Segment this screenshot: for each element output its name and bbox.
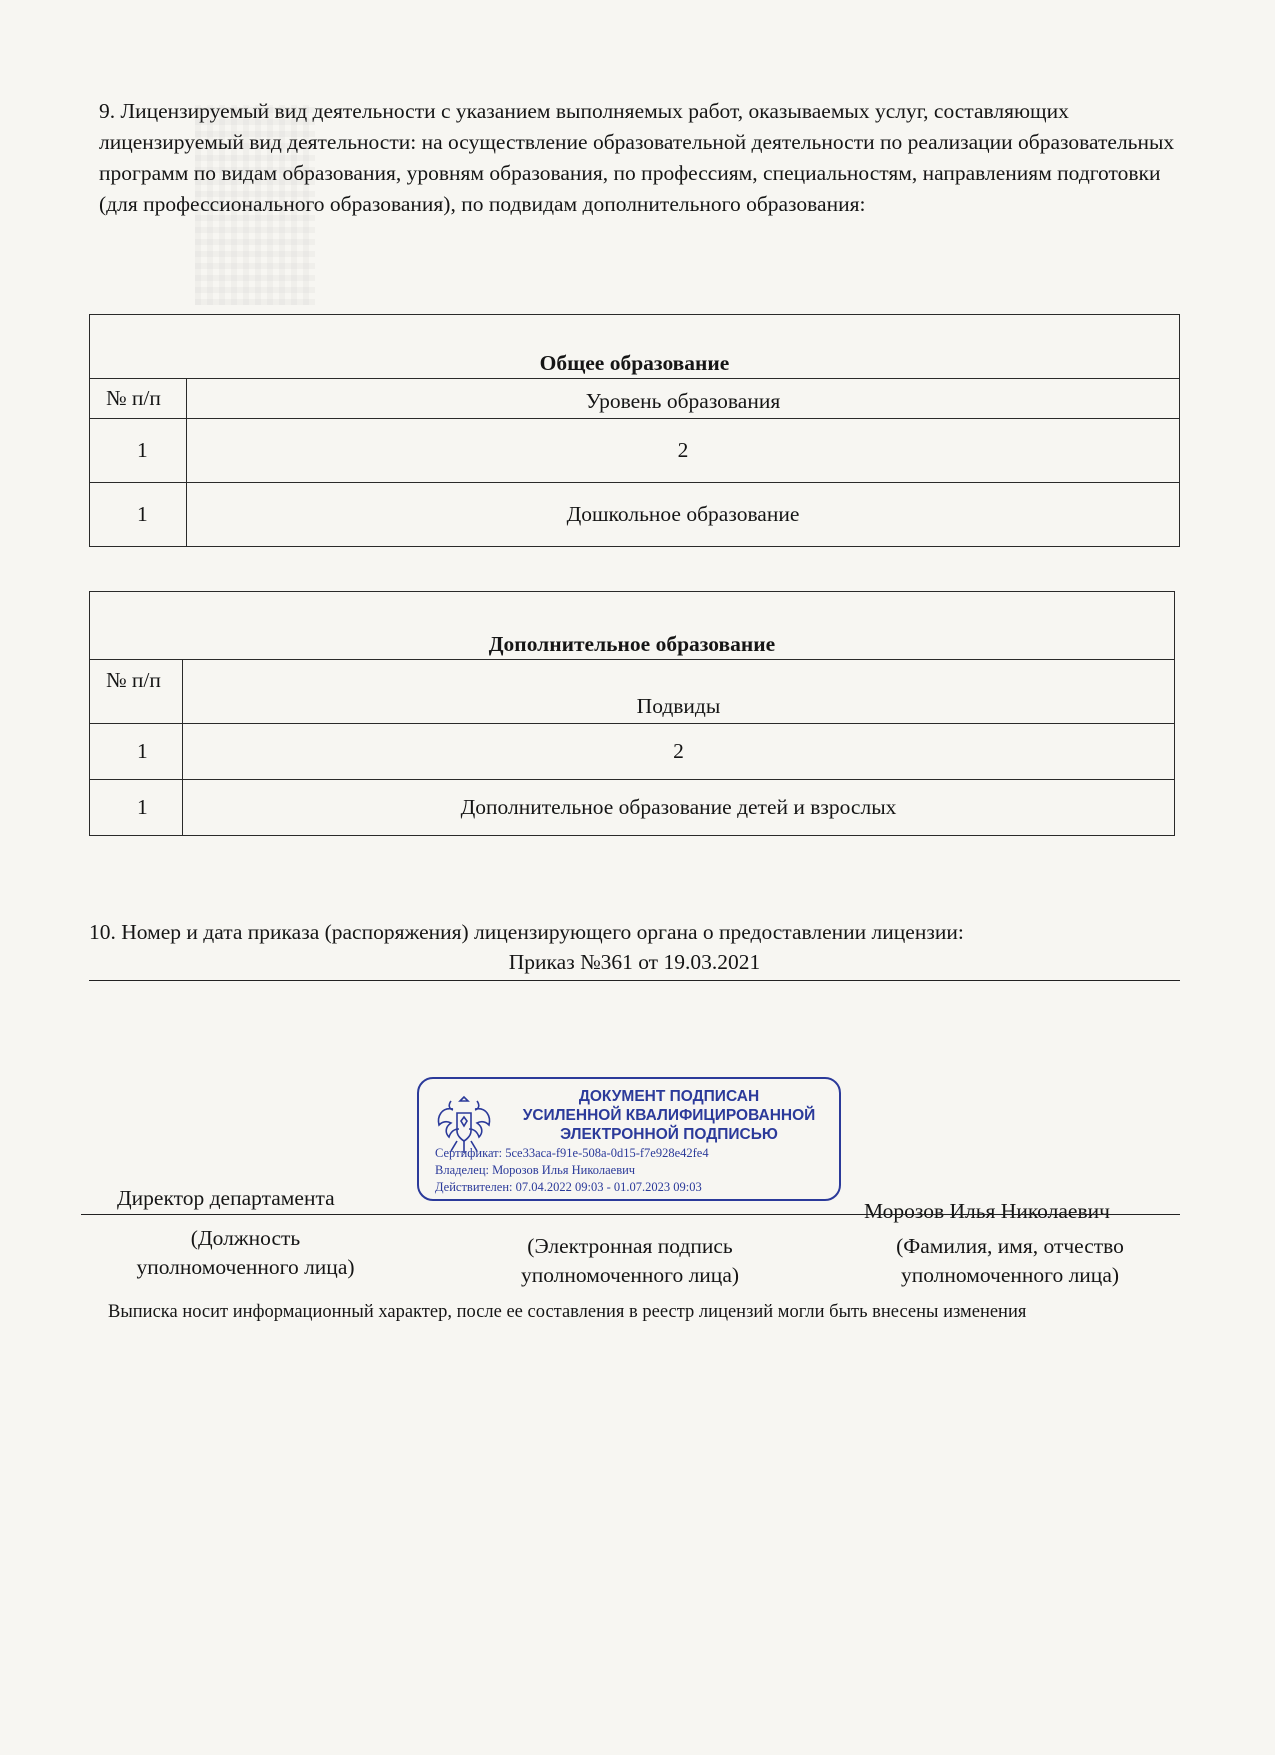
caption-line: (Должность bbox=[190, 1226, 301, 1250]
table-row bbox=[90, 483, 1180, 547]
caption-line: (Фамилия, имя, отчество bbox=[896, 1234, 1124, 1258]
caption-signature bbox=[475, 1232, 785, 1290]
section-10-order-text: 10. Номер и дата приказа (распоряжения) лицензирующего органа о предоставлении лицензии: bbox=[89, 920, 964, 944]
stamp-line-3: ЭЛЕКТРОННОЙ ПОДПИСЬЮ bbox=[560, 1126, 778, 1143]
stamp-line-2: УСИЛЕННОЙ КВАЛИФИЦИРОВАННОЙ bbox=[522, 1107, 816, 1124]
col-header-num: № п/п bbox=[90, 660, 183, 724]
footer-note: Выписка носит информационный характер, после ее составления в реестр лицензий могли быть внесены изменения bbox=[108, 1302, 1027, 1322]
stamp-line-1: ДОКУМЕНТ ПОДПИСАН bbox=[578, 1088, 760, 1105]
stamp-certificate: Сертификат: 5ce33aca-f91e-508a-0d15-f7e928e42fe4 bbox=[435, 1146, 709, 1160]
index-row-num: 1 bbox=[90, 419, 187, 483]
col-header-num: № п/п bbox=[90, 379, 187, 419]
caption-position bbox=[108, 1224, 383, 1282]
additional-education-caption: Дополнительное образование bbox=[90, 592, 1175, 660]
divider bbox=[89, 980, 1180, 981]
stamp-details bbox=[435, 1145, 709, 1196]
general-education-caption: Общее образование bbox=[90, 315, 1180, 379]
index-row-value: 2 bbox=[187, 419, 1180, 483]
row-education-level: Дошкольное образование bbox=[187, 483, 1180, 547]
order-number-date: Приказ №361 от 19.03.2021 bbox=[508, 950, 761, 974]
table-row bbox=[90, 780, 1175, 836]
stamp-owner: Владелец: Морозов Илья Николаевич bbox=[435, 1163, 636, 1177]
stamp-heading bbox=[504, 1087, 834, 1144]
caption-line: уполномоченного лица) bbox=[136, 1255, 355, 1279]
stamp-validity: Действителен: 07.04.2022 09:03 - 01.07.2023 09:03 bbox=[435, 1180, 702, 1194]
signer-position: Директор департамента bbox=[117, 1186, 335, 1210]
row-num: 1 bbox=[90, 483, 187, 547]
electronic-signature-stamp bbox=[417, 1077, 841, 1201]
general-education-table bbox=[89, 314, 1180, 547]
caption-line: уполномоченного лица) bbox=[520, 1263, 740, 1287]
index-row-value: 2 bbox=[183, 724, 1175, 780]
caption-full-name bbox=[860, 1232, 1160, 1290]
signature-line bbox=[81, 1214, 1180, 1215]
row-num: 1 bbox=[90, 780, 183, 836]
col-header-subtypes: Подвиды bbox=[183, 660, 1175, 724]
col-header-level: Уровень образования bbox=[187, 379, 1180, 419]
caption-line: (Электронная подпись bbox=[527, 1234, 733, 1258]
additional-education-table bbox=[89, 591, 1175, 836]
signer-name: Морозов Илья Николаевич bbox=[864, 1199, 1110, 1223]
index-row-num: 1 bbox=[90, 724, 183, 780]
section-9-activity-text: 9. Лицензируемый вид деятельности с указанием выполняемых работ, оказываемых услуг, составляющих лицензируемый вид деятельности: на осуществление образовательной деятельности по реализации образовательных программ по видам образования, уровням образования, по профессиям, специальностям, направлениям подготовки (для профессионального образования), по подвидам дополнительного образования: bbox=[99, 99, 1175, 216]
row-subtype: Дополнительное образование детей и взрослых bbox=[183, 780, 1175, 836]
caption-line: уполномоченного лица) bbox=[900, 1263, 1120, 1287]
